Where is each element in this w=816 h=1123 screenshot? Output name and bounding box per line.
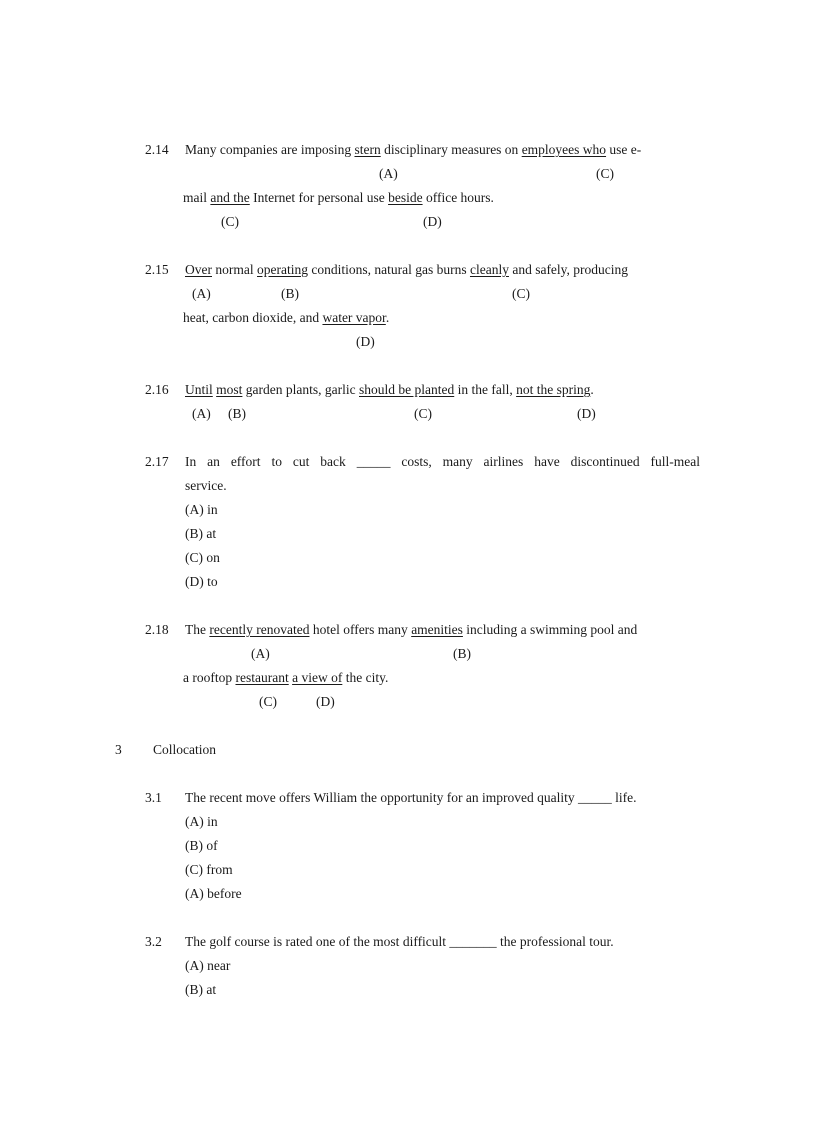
question-number: 2.15: [145, 262, 169, 277]
text: Internet for personal use: [249, 190, 389, 205]
choice-letter: (B): [228, 406, 246, 421]
answer-option: (A) in: [185, 502, 218, 517]
choice-letter: (B): [281, 286, 299, 301]
text: conditions, natural gas burns: [307, 262, 470, 277]
text: disciplinary measures on: [380, 142, 522, 157]
text: mail: [183, 190, 211, 205]
text: .: [385, 310, 390, 325]
choice-letter: (B): [453, 646, 471, 661]
question-number: 3.2: [145, 934, 162, 949]
underlined-choice: Over: [185, 262, 212, 277]
question-line: [183, 670, 388, 686]
underlined-choice: operating: [257, 262, 308, 277]
question-number: 2.14: [145, 142, 169, 157]
text: Many companies are imposing: [185, 142, 355, 157]
underlined-choice: a view of: [292, 670, 343, 685]
choice-letter: (D): [356, 334, 375, 349]
choice-letter: (C): [596, 166, 614, 181]
underlined-choice: restaurant: [235, 670, 289, 685]
question-number: 2.18: [145, 622, 169, 637]
text: office hours.: [422, 190, 494, 205]
answer-option: (A) before: [185, 886, 242, 901]
question-text: In an effort to cut back _____ costs, many airlines have discontinued full-meal: [185, 454, 700, 469]
text: the city.: [342, 670, 389, 685]
text: garden plants, garlic: [242, 382, 359, 397]
text: .: [590, 382, 594, 397]
choice-letter: (C): [221, 214, 239, 229]
underlined-choice: should be planted: [359, 382, 455, 397]
question-line: [183, 190, 494, 206]
section-title: Collocation: [153, 742, 216, 757]
question-text: The golf course is rated one of the most difficult _______ the professional tour.: [185, 934, 614, 949]
underlined-choice: amenities: [411, 622, 463, 637]
answer-option: (C) from: [185, 862, 233, 877]
question-line: [185, 262, 628, 278]
text: and safely, producing: [508, 262, 629, 277]
question-text: The recent move offers William the opportunity for an improved quality _____ life.: [185, 790, 637, 805]
choice-letter: (A): [192, 286, 211, 301]
underlined-choice: recently renovated: [209, 622, 310, 637]
underlined-choice: water vapor: [322, 310, 386, 325]
choice-letter: (A): [192, 406, 211, 421]
question-number: 2.16: [145, 382, 169, 397]
text: in the fall,: [454, 382, 517, 397]
question-line: [183, 310, 389, 326]
choice-letter: (D): [577, 406, 596, 421]
answer-option: (C) on: [185, 550, 220, 565]
choice-letter: (D): [316, 694, 335, 709]
question-number: 3.1: [145, 790, 162, 805]
text: The: [185, 622, 210, 637]
answer-option: (B) of: [185, 838, 218, 853]
underlined-choice: stern: [354, 142, 381, 157]
answer-option: (B) at: [185, 982, 217, 997]
answer-option: (D) to: [185, 574, 218, 589]
choice-letter: (D): [423, 214, 442, 229]
question-line: [185, 622, 637, 638]
text: use e-: [606, 142, 642, 157]
underlined-choice: most: [216, 382, 243, 397]
text: normal: [212, 262, 257, 277]
choice-letter: (C): [512, 286, 530, 301]
underlined-choice: employees who: [521, 142, 607, 157]
answer-option: (A) near: [185, 958, 231, 973]
text: heat, carbon dioxide, and: [183, 310, 323, 325]
answer-option: (B) at: [185, 526, 217, 541]
underlined-choice: cleanly: [469, 262, 509, 277]
choice-letter: (A): [251, 646, 270, 661]
question-line: [185, 142, 641, 158]
underlined-choice: Until: [185, 382, 213, 397]
underlined-choice: beside: [388, 190, 423, 205]
section-number: 3: [115, 742, 122, 757]
choice-letter: (C): [259, 694, 277, 709]
choice-letter: (A): [379, 166, 398, 181]
underlined-choice: not the spring: [516, 382, 591, 397]
question-text: service.: [185, 478, 227, 493]
question-number: 2.17: [145, 454, 169, 469]
answer-option: (A) in: [185, 814, 218, 829]
question-line: [185, 382, 594, 398]
text: a rooftop: [183, 670, 236, 685]
text: including a swimming pool and: [462, 622, 638, 637]
choice-letter: (C): [414, 406, 432, 421]
underlined-choice: and the: [210, 190, 250, 205]
text: hotel offers many: [309, 622, 412, 637]
